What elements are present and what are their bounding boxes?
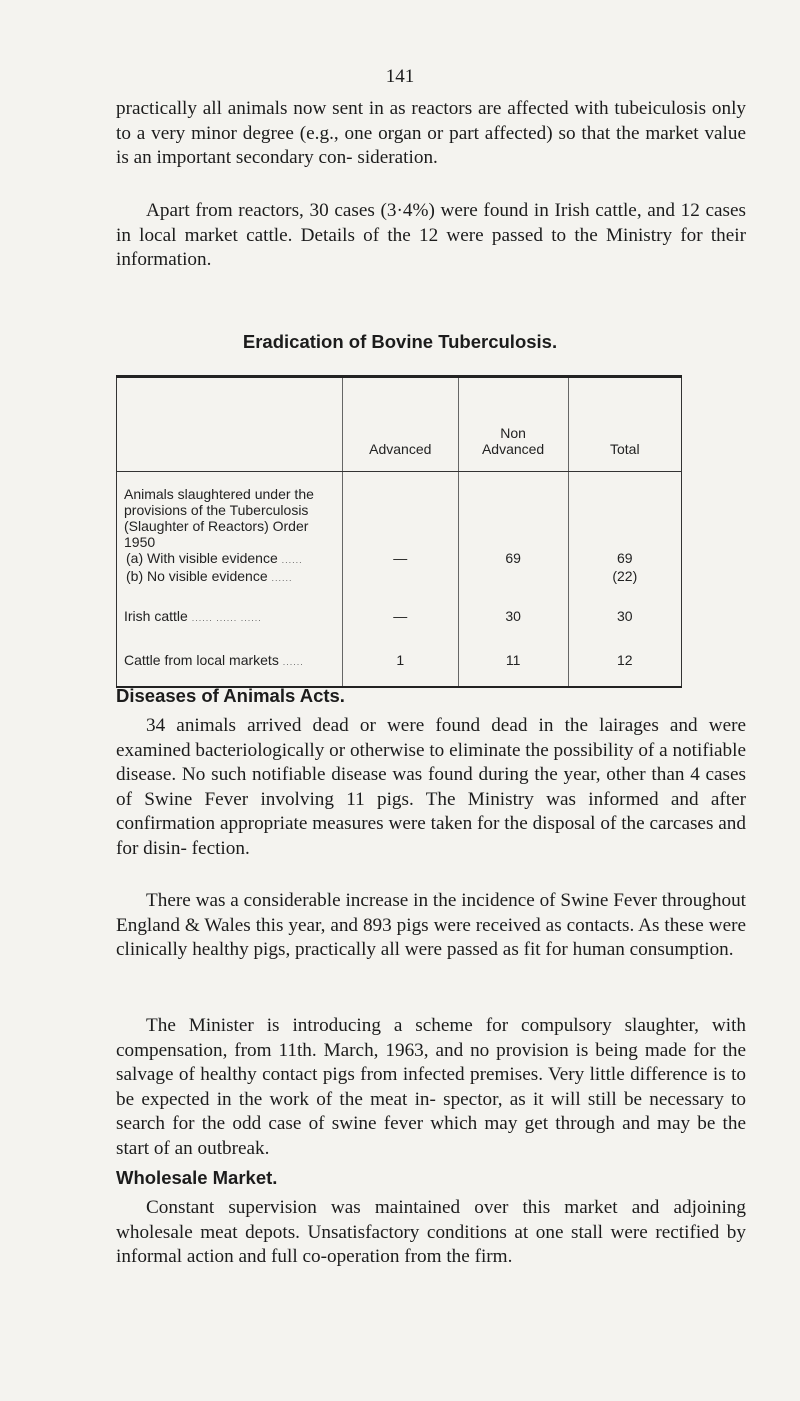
header-empty [117,377,343,472]
table-title: Eradication of Bovine Tuberculosis. [242,331,558,352]
cell [458,472,568,551]
header-non-advanced [458,377,568,472]
cell-non-advanced [458,568,568,608]
cell-total: 69 [568,550,681,568]
row-label-no-visible [117,568,343,608]
page-number: 141 [385,66,415,87]
cell-total: 30 [568,608,681,652]
leader-dots: ...... [282,657,304,667]
paragraph-compulsory-slaughter: The Minister is introducing a scheme for compulsory slaughter, with compensation, from 11th. March, 1963, and no provision is being made for the salvage of healthy contact pigs from infected premises. Very little difference is to be expected in the work of the meat in- spector, as it will still be necessary to search for the odd case of swine fever which may get through and may be the start of an outbreak. [116,1015,746,1159]
row-label-text: Irish cattle [124,608,188,624]
leader-dots: ...... ...... ...... [191,613,262,623]
group-label-line: 1950 [124,534,156,550]
cell-advanced: — [342,608,458,652]
header-non-advanced-line2: Advanced [481,441,545,457]
table-row-group-label [117,472,682,551]
cell-non-advanced: 69 [458,550,568,568]
cell-non-advanced: 11 [458,652,568,687]
paragraph-swine-fever-increase: There was a considerable increase in the incidence of Swine Fever throughout England & Wales this year, and 893 pigs were received as contacts. As these were clinically healthy pigs, practically all were passed as fit for human consumption. [116,890,746,960]
paragraph-wholesale-supervision: Constant supervision was maintained over this market and adjoining wholesale meat depots. Unsatisfactory conditions at one stall were rectified by informal action and full co-operation from the firm. [116,1197,746,1267]
group-label-line: provisions of the Tuberculosis [124,502,309,518]
cell-advanced [342,568,458,608]
cell [342,472,458,551]
group-label [117,472,343,551]
row-label-text: (a) With visible evidence [126,550,278,566]
heading-diseases-of-animals: Diseases of Animals Acts. [116,685,345,706]
table-header-row [117,377,682,472]
group-label-line: Animals slaughtered under the [124,486,314,502]
leader-dots: ...... [281,555,303,565]
cell [568,472,681,551]
cell-total: 12 [568,652,681,687]
heading-wholesale-market: Wholesale Market. [116,1167,278,1188]
paragraph-dead-animals: 34 animals arrived dead or were found dead in the lairages and were examined bacteriologically or otherwise to eliminate the possibility of a notifiable disease. No such notifiable disease was found during the year, other than 4 cases of Swine Fever involving 11 pigs. The Ministry was informed and after confirmation appropriate measures were taken for the disposal of the carcases and for disin- fection. [116,715,746,859]
row-label-text: Cattle from local markets [124,652,279,668]
row-label-irish [117,608,343,652]
header-advanced: Advanced [342,377,458,472]
tuberculosis-table [116,375,682,688]
header-total: Total [568,377,681,472]
row-label-visible [117,550,343,568]
cell-non-advanced: 30 [458,608,568,652]
leader-dots: ...... [271,573,293,583]
paragraph-irish-cattle-cases: Apart from reactors, 30 cases (3·4%) were found in Irish cattle, and 12 cases in local market cattle. Details of the 12 were passed to the Ministry for their information. [116,200,746,270]
cell-advanced: 1 [342,652,458,687]
table-row [117,568,682,608]
table-row [117,608,682,652]
header-non-advanced-line1: Non [500,425,526,441]
cell-total: (22) [568,568,681,608]
table-row [117,550,682,568]
paragraph-reactors-market-value: practically all animals now sent in as reactors are affected with tubeiculosis only to a very minor degree (e.g., one organ or part affected) so that the market value is an important secondary con- sideration. [116,98,746,168]
cell-advanced: — [342,550,458,568]
row-label-local-markets [117,652,343,687]
row-label-text: (b) No visible evidence [126,568,268,584]
table-row [117,652,682,687]
group-label-line: (Slaughter of Reactors) Order [124,518,309,534]
